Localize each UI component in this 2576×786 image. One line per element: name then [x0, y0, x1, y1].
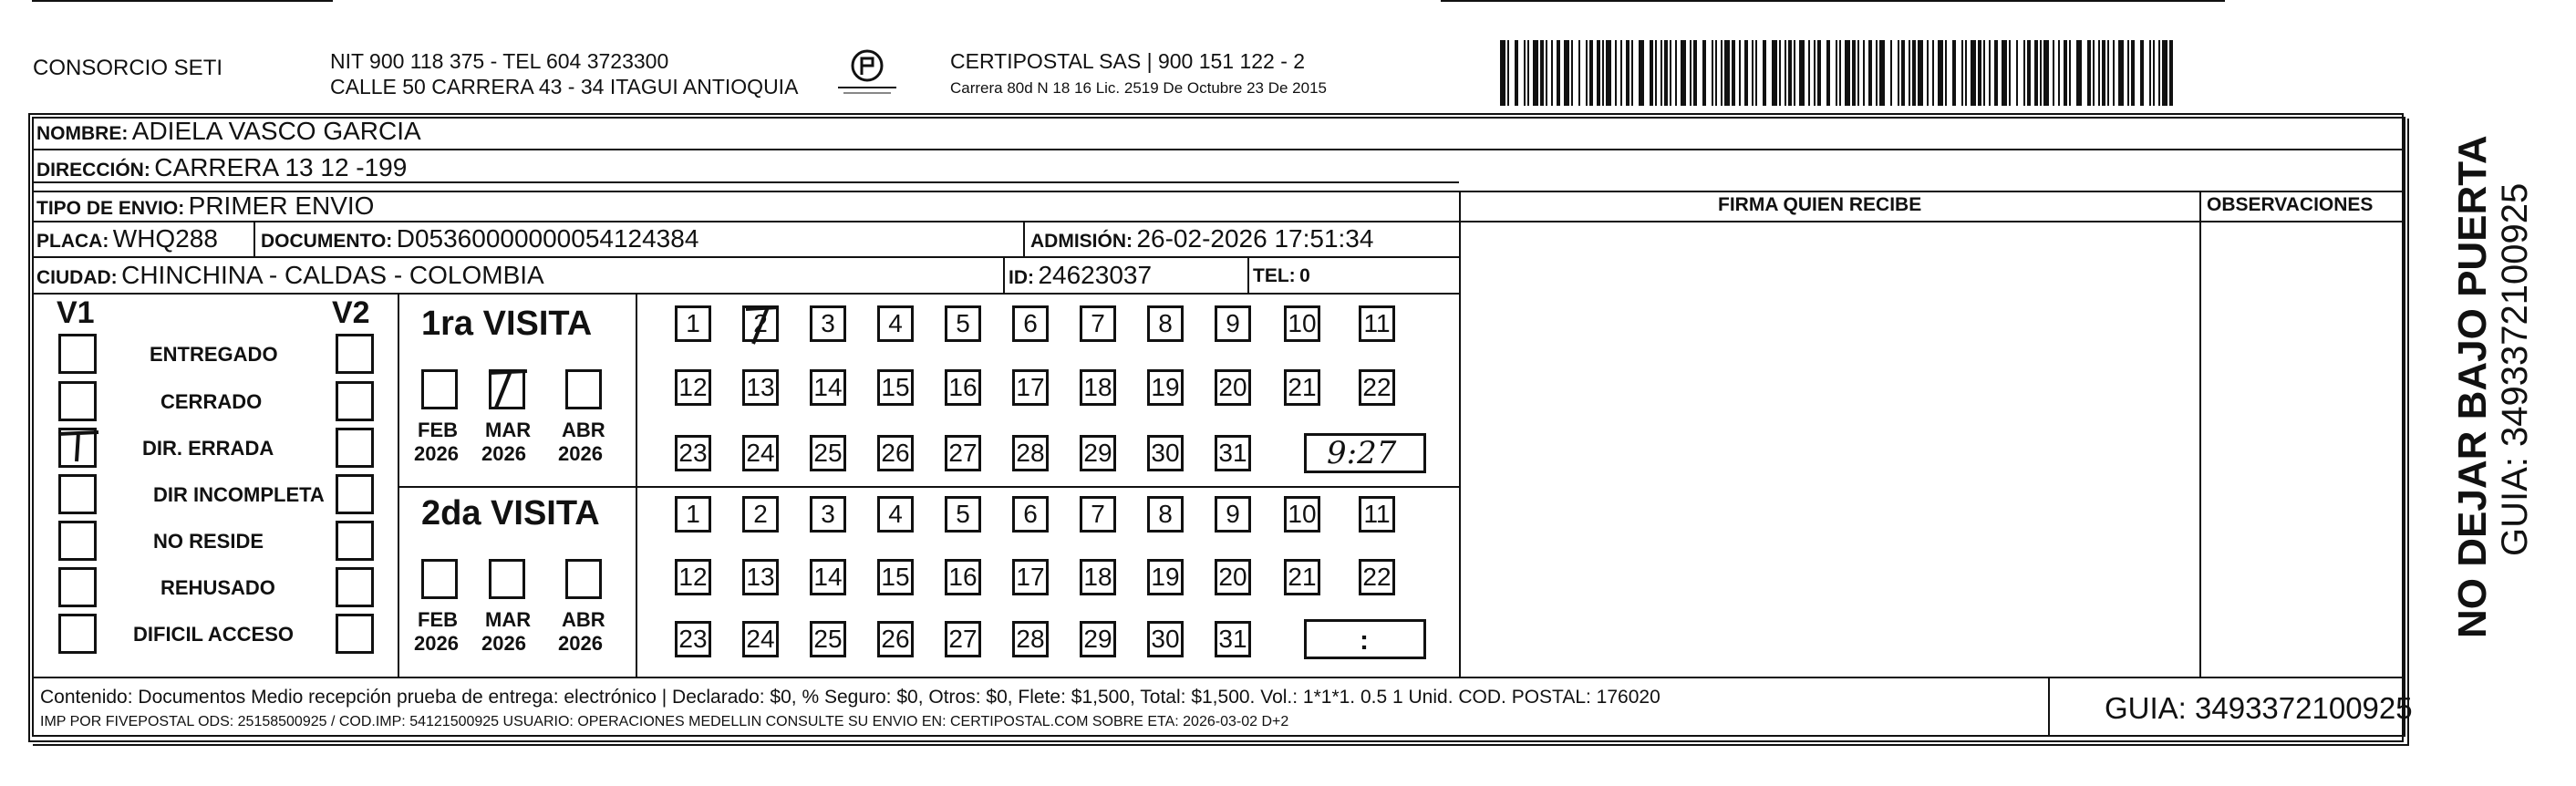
- day-box[interactable]: 2: [742, 496, 779, 533]
- documento-label: DOCUMENTO:: [261, 231, 393, 252]
- day-box[interactable]: 15: [877, 559, 914, 595]
- bottom-shadow-edge: [33, 744, 2409, 746]
- month-year: 2026: [481, 442, 526, 465]
- day-box[interactable]: 22: [1359, 369, 1395, 406]
- ciudad-value: CHINCHINA - CALDAS - COLOMBIA: [121, 261, 544, 289]
- row-line-2: [32, 181, 1459, 183]
- day-box[interactable]: 18: [1080, 559, 1116, 595]
- check-mark-icon: [740, 298, 784, 351]
- status-label: NO RESIDE: [153, 530, 264, 553]
- day-box[interactable]: 11: [1359, 496, 1395, 533]
- day-box[interactable]: 3: [810, 496, 846, 533]
- day-box[interactable]: 21: [1284, 559, 1320, 595]
- month-checkbox[interactable]: [421, 369, 458, 409]
- admision-label: ADMISIÓN:: [1030, 231, 1133, 252]
- v2-checkbox[interactable]: [336, 474, 374, 514]
- v2-checkbox[interactable]: [336, 334, 374, 374]
- day-box[interactable]: 29: [1080, 621, 1116, 657]
- day-box[interactable]: 16: [945, 369, 981, 406]
- v2-label: V2: [332, 295, 370, 330]
- nombre-value: ADIELA VASCO GARCIA: [131, 117, 421, 145]
- v1-checkbox[interactable]: [58, 521, 97, 561]
- day-box[interactable]: 4: [877, 496, 914, 533]
- v1-checkbox[interactable]: [58, 474, 97, 514]
- v1-checkbox[interactable]: [58, 614, 97, 654]
- placa-row: [36, 226, 218, 252]
- v2-checkbox[interactable]: [336, 428, 374, 468]
- month-year: 2026: [414, 632, 459, 655]
- certipostal-line-2: Carrera 80d N 18 16 Lic. 2519 De Octubre 23 De 2015: [950, 79, 1327, 97]
- visit1-time-handwritten: 9:27: [1327, 435, 1397, 471]
- day-box[interactable]: 25: [810, 435, 846, 471]
- top-edge-line-left: [32, 0, 333, 2]
- day-box[interactable]: 6: [1012, 496, 1049, 533]
- tipo-envio-label: TIPO DE ENVIO:: [36, 198, 185, 219]
- day-box[interactable]: 14: [810, 369, 846, 406]
- observaciones-header: OBSERVACIONES: [2207, 194, 2374, 215]
- tel-row: [1253, 266, 1310, 285]
- row-line-4: [32, 256, 1459, 258]
- day-box[interactable]: 1: [675, 305, 711, 342]
- visit1-time-box: [1304, 433, 1426, 473]
- address-line: CALLE 50 CARRERA 43 - 34 ITAGUI ANTIOQUIA: [330, 75, 799, 98]
- month-checkbox[interactable]: [489, 559, 525, 599]
- status-label: REHUSADO: [160, 576, 275, 599]
- certipostal-line-1: CERTIPOSTAL SAS | 900 151 122 - 2: [950, 49, 1306, 73]
- id-value: 24623037: [1038, 261, 1153, 289]
- nombre-label: NOMBRE:: [36, 123, 129, 144]
- side-guia: GUIA: 3493372100925: [2495, 182, 2535, 556]
- tel-label: TEL:: [1253, 265, 1296, 286]
- admision-divider: [1023, 221, 1025, 256]
- day-box[interactable]: 12: [675, 559, 711, 595]
- day-box[interactable]: 15: [877, 369, 914, 406]
- day-box[interactable]: 13: [742, 369, 779, 406]
- day-box[interactable]: 3: [810, 305, 846, 342]
- check-mark-icon: [55, 427, 102, 467]
- day-box[interactable]: 20: [1215, 559, 1251, 595]
- nombre-row: [36, 119, 421, 144]
- footer-line-2: IMP POR FIVEPOSTAL ODS: 25158500925 / COD.IMP: 54121500925 USUARIO: OPERACIONES MEDELLIN CONSULTE SU ENVIO EN: CERTIPOSTAL.COM SOBRE ETA: 2026-03-02 D+2: [40, 714, 1289, 729]
- day-box[interactable]: 17: [1012, 559, 1049, 595]
- day-box[interactable]: 29: [1080, 435, 1116, 471]
- id-row: [1009, 263, 1152, 288]
- certipostal-logo-icon: [834, 47, 900, 100]
- day-box[interactable]: 9: [1215, 305, 1251, 342]
- v1-checkbox[interactable]: [58, 334, 97, 374]
- documento-row: [261, 226, 698, 252]
- day-box[interactable]: 18: [1080, 369, 1116, 406]
- day-box[interactable]: 31: [1215, 621, 1251, 657]
- month-label: FEB: [418, 419, 458, 441]
- day-box[interactable]: 14: [810, 559, 846, 595]
- day-box[interactable]: 19: [1147, 369, 1184, 406]
- visit2-time-box: [1304, 619, 1426, 659]
- day-box[interactable]: 12: [675, 369, 711, 406]
- tel-value: 0: [1299, 265, 1310, 286]
- day-box[interactable]: 28: [1012, 435, 1049, 471]
- day-box[interactable]: 31: [1215, 435, 1251, 471]
- day-box[interactable]: 8: [1147, 496, 1184, 533]
- side-divider: [2404, 117, 2405, 737]
- row-line-3: [32, 191, 2404, 192]
- direccion-label: DIRECCIÓN:: [36, 160, 150, 181]
- admision-row: [1030, 226, 1373, 252]
- placa-label: PLACA:: [36, 231, 109, 252]
- day-box[interactable]: 5: [945, 496, 981, 533]
- v2-checkbox[interactable]: [336, 521, 374, 561]
- day-box[interactable]: 24: [742, 621, 779, 657]
- id-divider: [1003, 256, 1005, 293]
- day-box[interactable]: 7: [1080, 305, 1116, 342]
- day-box[interactable]: 23: [675, 435, 711, 471]
- day-box[interactable]: 28: [1012, 621, 1049, 657]
- v2-checkbox[interactable]: [336, 567, 374, 607]
- day-box[interactable]: 27: [945, 435, 981, 471]
- id-label: ID:: [1009, 267, 1034, 288]
- day-box[interactable]: 24: [742, 435, 779, 471]
- months-divider: [636, 293, 637, 677]
- day-box[interactable]: 26: [877, 435, 914, 471]
- footer-line-1: Contenido: Documentos Medio recepción prueba de entrega: electrónico | Declarado: $0, % Seguro: $0, Otros: $0, Flete: $1,500, Total: $1,500. Vol.: 1*1*1. 0.5 1 Unid. COD. POSTAL: 176020: [40, 687, 1660, 708]
- placa-value: WHQ288: [112, 224, 218, 253]
- side-warning: NO DEJAR BAJO PUERTA: [2450, 135, 2495, 638]
- firma-header: FIRMA QUIEN RECIBE: [1718, 194, 1922, 215]
- day-box[interactable]: 2: [742, 305, 779, 342]
- month-label: MAR: [485, 419, 532, 441]
- day-box[interactable]: 17: [1012, 369, 1049, 406]
- firma-divider: [1459, 191, 1461, 677]
- day-box[interactable]: 5: [945, 305, 981, 342]
- month-checkbox[interactable]: [421, 559, 458, 599]
- v1-label: V1: [57, 295, 95, 330]
- status-label: DIR INCOMPLETA: [153, 483, 325, 506]
- observaciones-divider: [2199, 191, 2201, 677]
- status-label: ENTREGADO: [150, 343, 278, 366]
- month-year: 2026: [414, 442, 459, 465]
- status-label: CERRADO: [160, 390, 263, 413]
- direccion-value: CARRERA 13 12 -199: [154, 153, 408, 181]
- day-box[interactable]: 26: [877, 621, 914, 657]
- month-checkbox[interactable]: [565, 369, 602, 409]
- day-box[interactable]: 22: [1359, 559, 1395, 595]
- status-label: DIFICIL ACCESO: [133, 623, 295, 646]
- status-label: DIR. ERRADA: [142, 437, 274, 460]
- v1-checkbox[interactable]: [58, 381, 97, 421]
- day-box[interactable]: 7: [1080, 496, 1116, 533]
- day-box[interactable]: 16: [945, 559, 981, 595]
- tipo-envio-row: [36, 193, 374, 219]
- day-box[interactable]: 30: [1147, 621, 1184, 657]
- top-edge-line-right: [1441, 0, 2225, 2]
- day-box[interactable]: 19: [1147, 559, 1184, 595]
- tipo-envio-value: PRIMER ENVIO: [188, 191, 375, 220]
- day-box[interactable]: 6: [1012, 305, 1049, 342]
- day-box[interactable]: 1: [675, 496, 711, 533]
- month-label: ABR: [562, 608, 605, 631]
- day-box[interactable]: 25: [810, 621, 846, 657]
- day-box[interactable]: 4: [877, 305, 914, 342]
- ciudad-label: CIUDAD:: [36, 267, 118, 288]
- visit-split-line: [398, 486, 1459, 488]
- month-checkbox[interactable]: [565, 559, 602, 599]
- month-year: 2026: [481, 632, 526, 655]
- guia-divider: [2048, 677, 2050, 737]
- visit1-title: 1ra VISITA: [421, 305, 593, 343]
- footer-guia: GUIA: 3493372100925: [2105, 691, 2413, 725]
- day-box[interactable]: 20: [1215, 369, 1251, 406]
- day-box[interactable]: 27: [945, 621, 981, 657]
- month-year: 2026: [558, 632, 603, 655]
- day-box[interactable]: 8: [1147, 305, 1184, 342]
- documento-value: D05360000000054124384: [396, 224, 699, 253]
- v2-checkbox[interactable]: [336, 381, 374, 421]
- nit-line: NIT 900 118 375 - TEL 604 3723300: [330, 49, 669, 73]
- day-box[interactable]: 10: [1284, 496, 1320, 533]
- day-box[interactable]: 13: [742, 559, 779, 595]
- ciudad-row: [36, 263, 544, 288]
- month-label: ABR: [562, 419, 605, 441]
- row-line-1: [32, 149, 2404, 150]
- admision-value: 26-02-2026 17:51:34: [1136, 224, 1374, 253]
- month-label: FEB: [418, 608, 458, 631]
- tel-divider: [1247, 256, 1249, 293]
- day-box[interactable]: 10: [1284, 305, 1320, 342]
- status-divider: [398, 293, 399, 677]
- day-box[interactable]: 11: [1359, 305, 1395, 342]
- right-shadow-edge: [2407, 119, 2409, 746]
- direccion-row: [36, 155, 407, 181]
- company-name: CONSORCIO SETI: [33, 56, 223, 80]
- placa-divider: [253, 221, 255, 256]
- month-year: 2026: [558, 442, 603, 465]
- day-box[interactable]: 23: [675, 621, 711, 657]
- month-label: MAR: [485, 608, 532, 631]
- check-mark-icon: [485, 364, 531, 415]
- row-line-3b: [32, 221, 2404, 222]
- row-line-5: [32, 293, 1459, 295]
- visit2-title: 2da VISITA: [421, 494, 600, 533]
- day-box[interactable]: 30: [1147, 435, 1184, 471]
- visit2-time-placeholder: :: [1360, 626, 1369, 656]
- v1-checkbox[interactable]: [58, 567, 97, 607]
- barcode: [1500, 40, 2179, 106]
- v2-checkbox[interactable]: [336, 614, 374, 654]
- day-box[interactable]: 9: [1215, 496, 1251, 533]
- day-box[interactable]: 21: [1284, 369, 1320, 406]
